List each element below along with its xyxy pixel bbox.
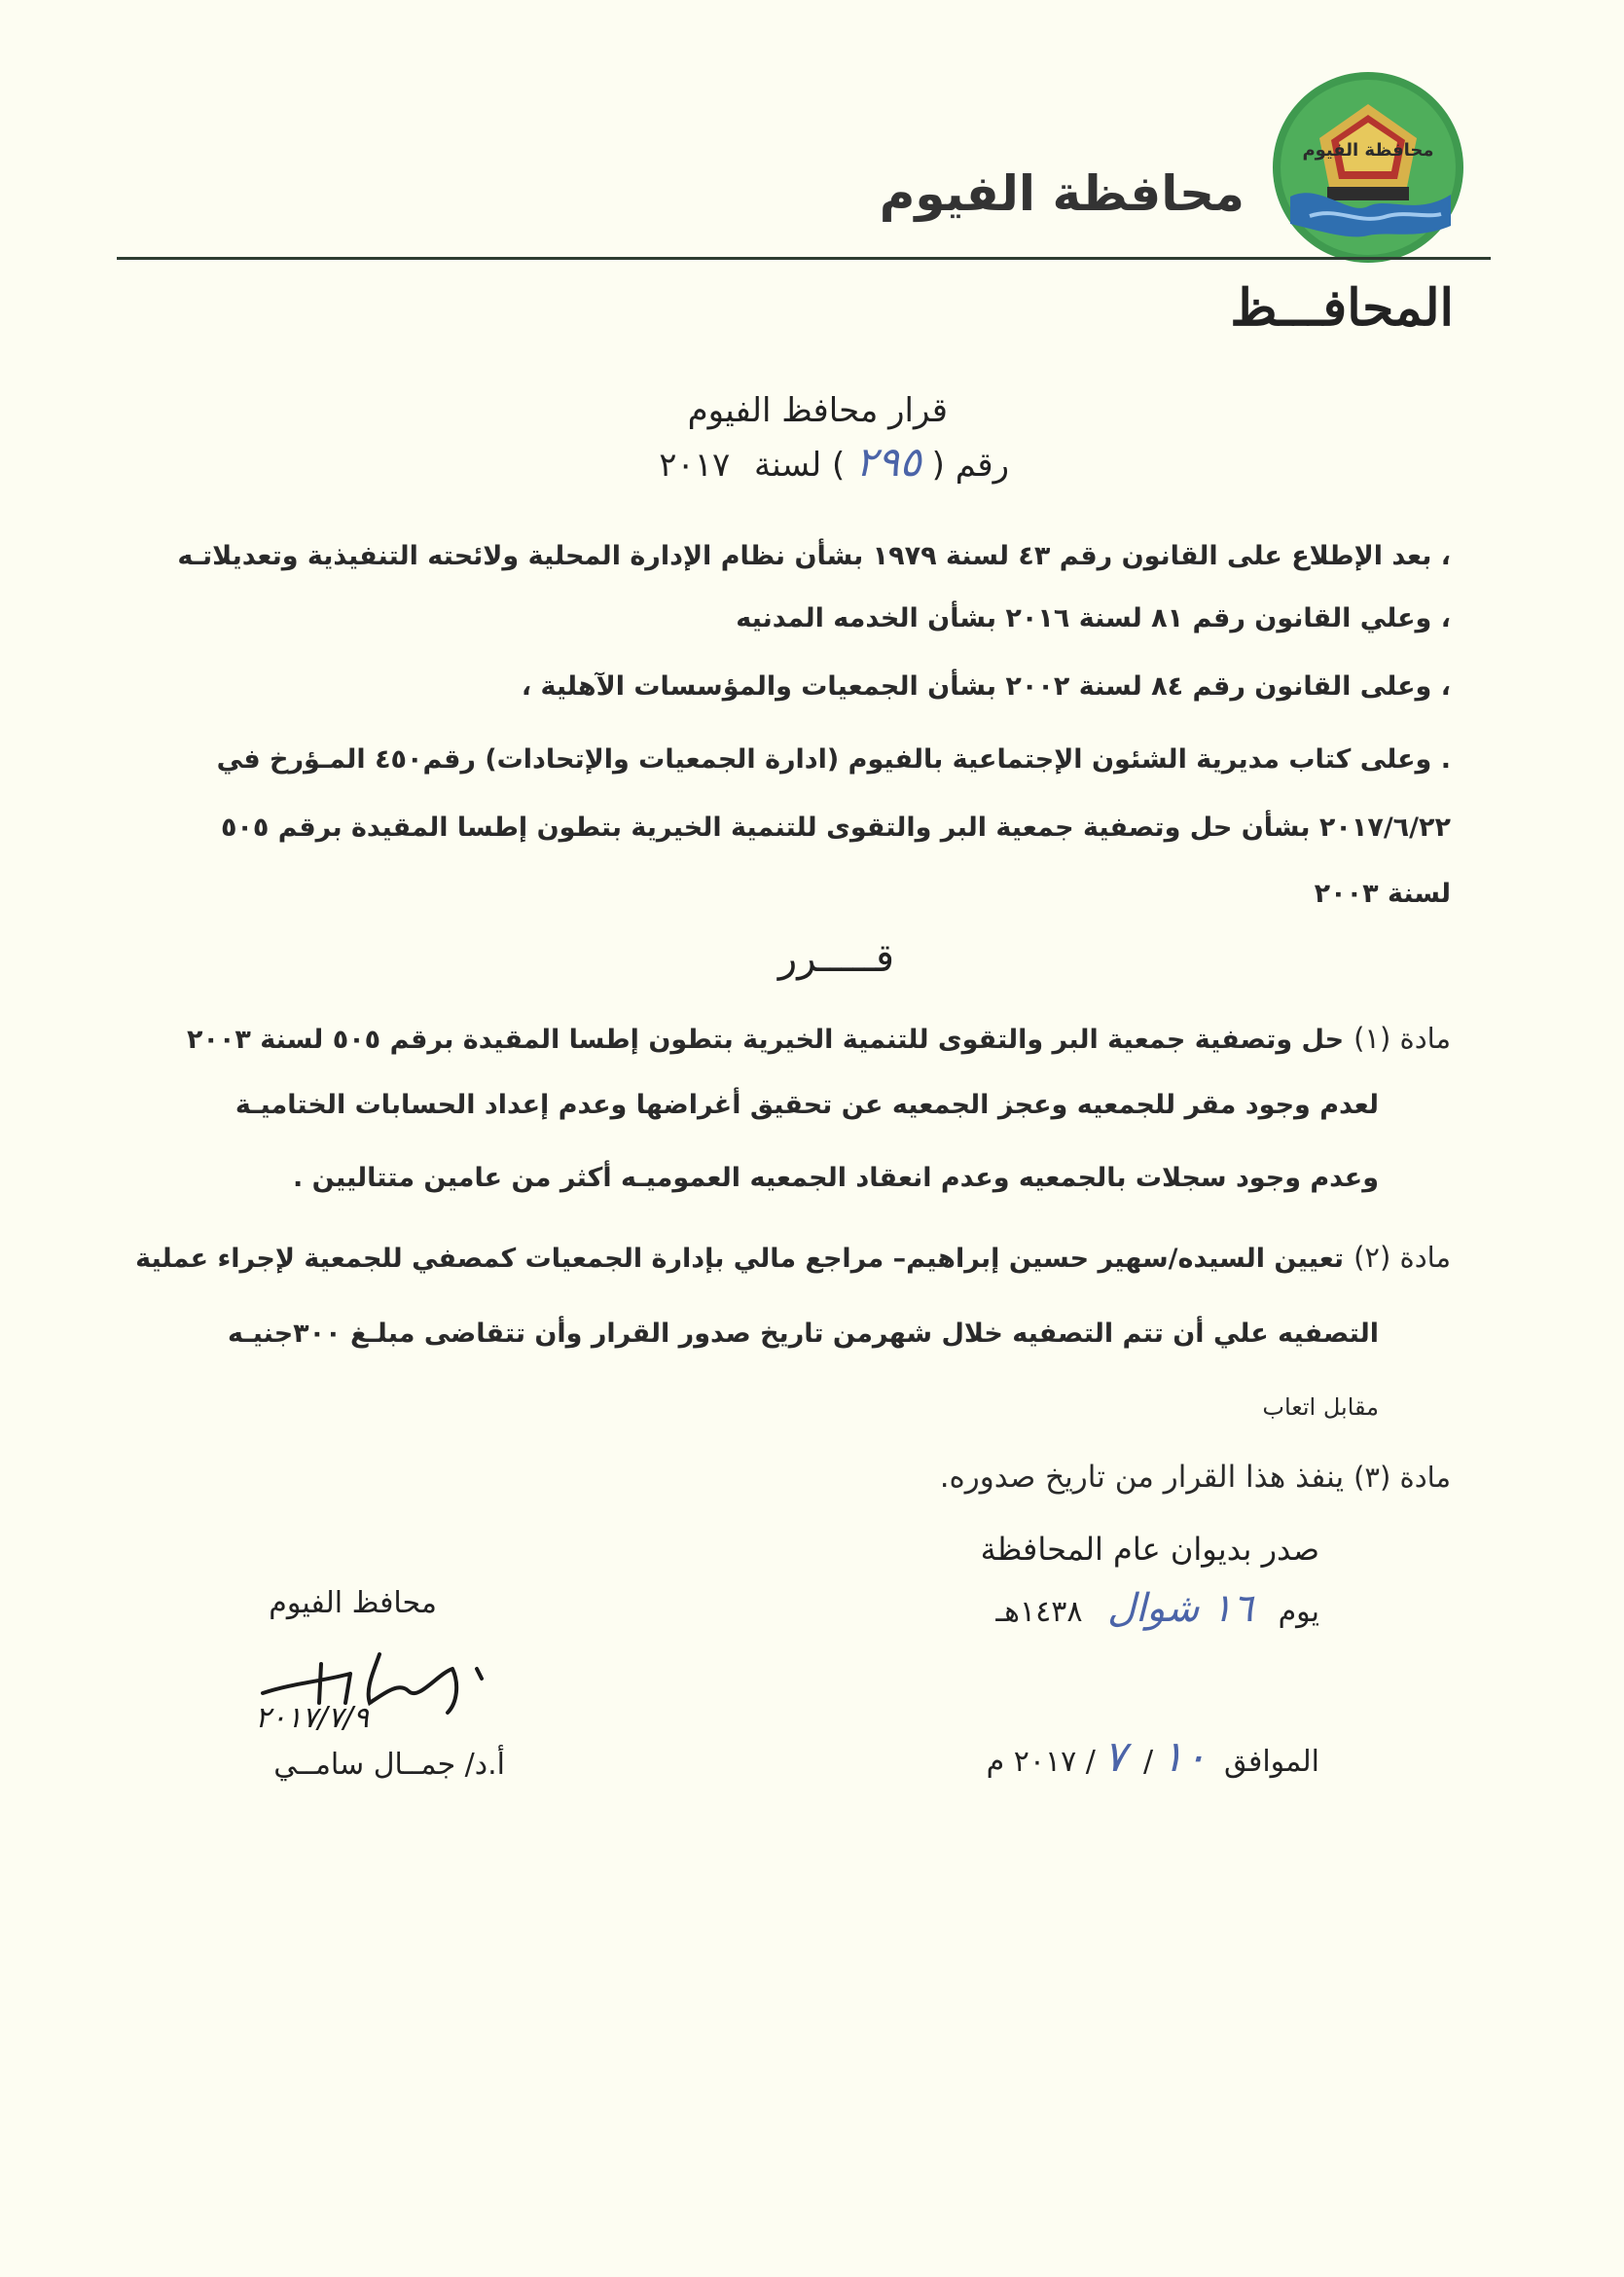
- article-1: [187, 1022, 1451, 1055]
- signature-date: ٢٠١٧/٧/٩: [255, 1701, 369, 1735]
- gregorian-year: ٢٠١٧ م: [986, 1745, 1077, 1779]
- gregorian-prefix: الموافق: [1223, 1745, 1319, 1779]
- article-text: حل وتصفية جمعية البر والتقوى للتنمية الخيرية بتطون إطسا المقيدة برقم ٥٠٥ لسنة ٢٠٠٣: [186, 1025, 1345, 1055]
- preamble-line: . وعلى كتاب مديرية الشئون الإجتماعية بالفيوم (ادارة الجمعيات والإتحادات) رقم٤٥٠ المـؤرخ في: [216, 744, 1451, 775]
- logo-lettering: محافظة الفيوم: [1302, 140, 1434, 161]
- decision-year: ٢٠١٧: [659, 446, 731, 485]
- governor-title: محافظ الفيوم: [269, 1586, 437, 1620]
- issued-at: صدر بديوان عام المحافظة: [980, 1531, 1319, 1568]
- decision-number-value: ٢٩٥: [855, 438, 921, 486]
- decision-number-prefix: رقم (: [931, 446, 1009, 485]
- preamble-line: ، وعلي القانون رقم ٨١ لسنة ٢٠١٦ بشأن الخدمه المدنيه: [736, 603, 1451, 633]
- article-text: تعيين السيده/سهير حسين إبراهيم– مراجع مالي بإدارة الجمعيات كمصفي للجمعية لإجراء عملية: [135, 1244, 1345, 1274]
- gregorian-date: الموافق ١٠/ ٧/ ٢٠١٧ م: [986, 1732, 1319, 1782]
- article-2-line: مقابل اتعاب: [1262, 1393, 1379, 1421]
- hijri-date: [995, 1586, 1319, 1631]
- article-2: [135, 1241, 1451, 1274]
- article-label: مادة (١): [1353, 1022, 1451, 1055]
- gregorian-day: ١٠: [1161, 1732, 1208, 1782]
- article-1-line: وعدم وجود سجلات بالجمعيه وعدم انعقاد الجمعيه العموميـه أكثر من عامين متتاليين .: [293, 1163, 1379, 1193]
- gregorian-month: ٧: [1102, 1732, 1127, 1782]
- preamble-line: ، بعد الإطلاع على القانون رقم ٤٣ لسنة ١٩٧٩ بشأن نظام الإدارة المحلية ولائحته التنفيذية وتعديلاتـه: [177, 541, 1451, 571]
- article-text: ينفذ هذا القرار من تاريخ صدوره.: [939, 1460, 1345, 1495]
- decision-number-suffix: ) لسنة: [754, 446, 846, 485]
- hijri-prefix: يوم: [1278, 1595, 1319, 1629]
- decision-number: [659, 438, 1009, 486]
- hijri-year: ١٤٣٨هـ: [995, 1595, 1083, 1629]
- preamble-line: لسنة ٢٠٠٣: [1314, 879, 1451, 909]
- preamble-line: ٢٠١٧/٦/٢٢ بشأن حل وتصفية جمعية البر والتقوى للتنمية الخيرية بتطون إطسا المقيدة برقم ٥٠٥: [220, 813, 1451, 843]
- article-1-line: لعدم وجود مقر للجمعيه وعجز الجمعيه عن تحقيق أغراضها وعدم إعداد الحسابات الختاميـة: [235, 1090, 1379, 1120]
- governorate-logo-icon: [1271, 70, 1465, 265]
- preamble-line: ، وعلى القانون رقم ٨٤ لسنة ٢٠٠٢ بشأن الجمعيات والمؤسسات الآهلية ،: [521, 671, 1451, 702]
- article-3: [940, 1460, 1451, 1495]
- decided-heading: قـــــرر: [777, 936, 894, 981]
- article-2-line: التصفيه علي أن تتم التصفيه خلال شهرمن تاريخ صدور القرار وأن تتقاضى مبلـغ ٣٠٠جنيـه: [228, 1319, 1379, 1349]
- article-label: مادة (٢): [1353, 1241, 1451, 1274]
- header-divider: [117, 257, 1491, 260]
- governor-name: أ.د/ جمــال سامــي: [273, 1748, 505, 1782]
- decision-title: قرار محافظ الفيوم: [687, 391, 948, 430]
- article-label: مادة (٣): [1353, 1461, 1451, 1494]
- office-title: المحافـــظ: [1230, 278, 1454, 338]
- governorate-name: محافظة الفيوم: [879, 165, 1245, 222]
- hijri-day-month: ١٦ شوال: [1106, 1586, 1254, 1631]
